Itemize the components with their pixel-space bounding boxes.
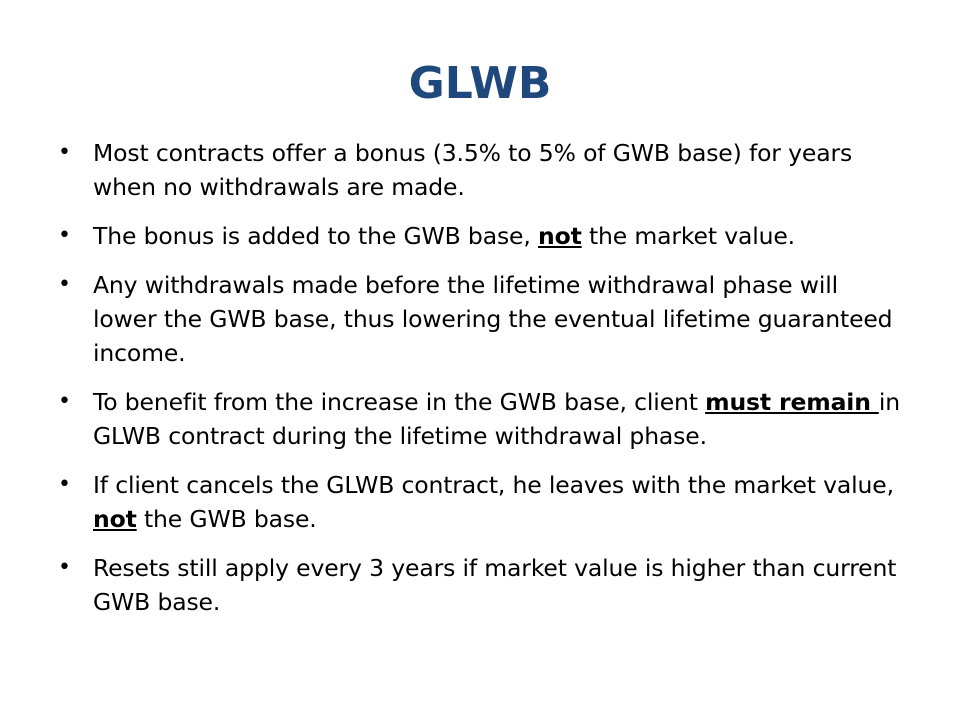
bullet-item	[58, 551, 908, 619]
bullet-text: To benefit from the increase in the GWB base, client	[93, 388, 706, 416]
bullet-marker: •	[58, 223, 71, 248]
bullet-item	[58, 136, 908, 204]
bullet-text: Any withdrawals made before the lifetime withdrawal phase will lower the GWB base, thus lowering the eventual lifetime guaranteed income.	[93, 271, 893, 367]
bullet-marker: •	[58, 272, 71, 297]
bullet-marker: •	[58, 555, 71, 580]
emphasis-not: not	[93, 505, 137, 533]
bullet-item	[58, 268, 908, 370]
bullet-item	[58, 468, 908, 536]
bullet-text: in GLWB contract during the lifetime withdrawal phase.	[93, 388, 900, 450]
emphasis-not: not	[538, 222, 582, 250]
bullet-text: the market value.	[581, 222, 796, 250]
bullet-text: the GWB base.	[136, 505, 317, 533]
bullet-text: Most contracts offer a bonus (3.5% to 5% of GWB base) for years when no withdrawals are made.	[93, 139, 853, 201]
bullet-marker: •	[58, 140, 71, 165]
bullet-marker: •	[58, 472, 71, 497]
bullet-text: If client cancels the GLWB contract, he leaves with the market value,	[93, 471, 894, 499]
bullet-text: Resets still apply every 3 years if market value is higher than current GWB base.	[93, 554, 897, 616]
bullet-text: The bonus is added to the GWB base,	[93, 222, 538, 250]
slide-title: GLWB	[408, 58, 552, 109]
bullet-list	[58, 136, 908, 634]
bullet-item	[58, 385, 908, 453]
bullet-marker: •	[58, 389, 71, 414]
emphasis-must-remain: must remain	[705, 388, 879, 416]
bullet-item	[58, 219, 908, 253]
